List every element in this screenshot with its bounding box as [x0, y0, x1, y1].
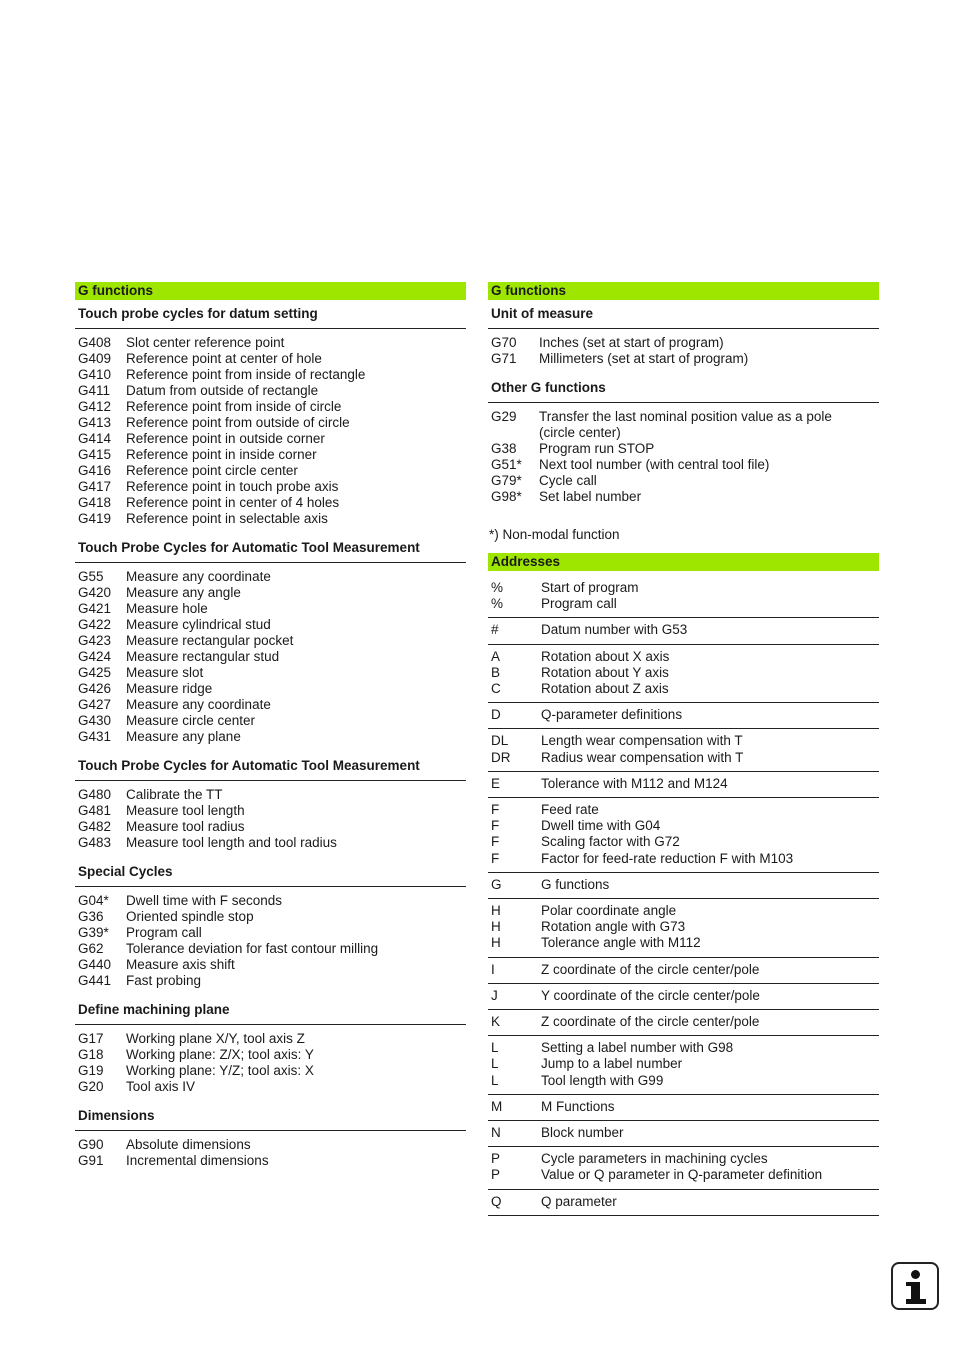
address-group — [488, 984, 879, 1010]
address-group — [488, 1147, 879, 1189]
description-cell: Measure ridge — [126, 681, 213, 696]
code-cell: G20 — [78, 1079, 104, 1094]
table-row — [488, 818, 879, 834]
description-cell: Dwell time with G04 — [541, 818, 661, 834]
address-group — [488, 1095, 879, 1121]
address-group — [488, 958, 879, 984]
table-row — [488, 489, 879, 505]
code-cell: Q — [491, 1193, 502, 1209]
description-cell: Measure axis shift — [126, 957, 235, 972]
table-row — [75, 665, 466, 681]
table-row — [488, 596, 879, 612]
code-cell: G98* — [491, 489, 522, 504]
address-group — [488, 645, 879, 704]
address-group — [488, 703, 879, 729]
code-cell: G409 — [78, 351, 112, 366]
table-row — [488, 834, 879, 850]
code-cell: F — [491, 850, 500, 866]
table-row — [488, 1073, 879, 1089]
description-cell: Rotation about Y axis — [541, 664, 669, 680]
table-row — [488, 1194, 879, 1210]
description-cell: Measure any coordinate — [126, 697, 271, 712]
description-cell: Factor for feed-rate reduction F with M103 — [541, 850, 794, 866]
description-cell: Measure slot — [126, 665, 204, 680]
table-row — [75, 973, 466, 989]
code-cell: G — [491, 876, 502, 892]
description-cell: Program run STOP — [539, 441, 655, 456]
description-cell: Tool axis IV — [126, 1079, 196, 1094]
description-cell: Measure rectangular pocket — [126, 633, 294, 648]
code-cell: J — [491, 987, 498, 1003]
description-cell: Block number — [541, 1125, 624, 1141]
description-cell: Rotation about X axis — [541, 648, 670, 664]
code-cell: G38 — [491, 441, 517, 456]
code-cell: G412 — [78, 399, 112, 414]
code-cell: M — [491, 1098, 503, 1114]
section-rows — [75, 335, 466, 527]
description-cell: Z coordinate of the circle center/pole — [541, 961, 760, 977]
description-cell: Inches (set at start of program) — [539, 335, 724, 350]
code-cell — [491, 425, 539, 441]
code-cell: G480 — [78, 787, 112, 802]
address-group — [488, 873, 879, 899]
code-cell: K — [491, 1014, 501, 1030]
left-g-functions-header: G functions — [75, 282, 466, 300]
section-title: Touch Probe Cycles for Automatic Tool Measurement — [75, 757, 466, 781]
code-cell: % — [491, 580, 504, 595]
description-cell: Measure any coordinate — [126, 569, 271, 584]
description-cell: Rotation about Z axis — [541, 681, 669, 697]
right-g-functions-header: G functions — [488, 282, 879, 300]
table-row — [75, 431, 466, 447]
code-cell: B — [491, 664, 501, 680]
code-cell: # — [491, 622, 499, 638]
code-cell: G440 — [78, 957, 112, 972]
table-row — [488, 877, 879, 893]
description-cell: Working plane X/Y, tool axis Z — [126, 1031, 305, 1046]
table-row — [75, 617, 466, 633]
code-cell: G408 — [78, 335, 112, 350]
table-row — [488, 851, 879, 867]
left-sections — [75, 305, 466, 1169]
table-row — [75, 941, 466, 957]
description-cell: Cycle parameters in machining cycles — [541, 1151, 768, 1167]
description-cell: Polar coordinate angle — [541, 903, 677, 919]
table-row — [488, 903, 879, 919]
table-row — [75, 1153, 466, 1169]
description-cell: Tolerance with M112 and M124 — [541, 775, 728, 791]
table-row — [488, 425, 879, 441]
code-cell: G420 — [78, 585, 112, 600]
code-cell: G18 — [78, 1047, 104, 1062]
table-row — [488, 1099, 879, 1115]
description-cell: Program call — [126, 925, 202, 940]
description-cell: Reference point in touch probe axis — [126, 479, 339, 494]
code-cell: DR — [491, 749, 511, 765]
code-cell: G19 — [78, 1063, 104, 1078]
table-row — [488, 649, 879, 665]
table-row — [488, 1040, 879, 1056]
code-cell: P — [491, 1167, 501, 1183]
table-row — [75, 957, 466, 973]
table-row — [75, 713, 466, 729]
table-row — [75, 601, 466, 617]
code-cell: G39* — [78, 925, 109, 940]
address-group — [488, 772, 879, 798]
table-row — [75, 367, 466, 383]
table-row — [75, 697, 466, 713]
table-row — [488, 681, 879, 697]
description-cell: Radius wear compensation with T — [541, 749, 744, 765]
description-cell: Measure tool length and tool radius — [126, 835, 337, 850]
table-row — [488, 935, 879, 951]
table-row — [488, 919, 879, 935]
code-cell: I — [491, 961, 495, 977]
table-row — [75, 835, 466, 851]
table-row — [75, 447, 466, 463]
section-title: Other G functions — [488, 379, 879, 403]
table-row — [75, 1031, 466, 1047]
code-cell: G423 — [78, 633, 112, 648]
code-cell: G411 — [78, 383, 111, 398]
code-cell: G419 — [78, 511, 112, 526]
description-cell: Scaling factor with G72 — [541, 834, 680, 850]
description-cell: M Functions — [541, 1098, 615, 1114]
code-cell: G483 — [78, 835, 112, 850]
description-cell: Transfer the last nominal position value as a pole — [539, 409, 832, 424]
section-rows — [75, 893, 466, 989]
section-rows — [75, 787, 466, 851]
address-group — [488, 729, 879, 771]
description-cell: Tolerance angle with M112 — [541, 935, 701, 951]
description-cell: Reference point in selectable axis — [126, 511, 328, 526]
code-cell: G71 — [491, 351, 517, 366]
description-cell: Measure circle center — [126, 713, 256, 728]
table-row — [488, 622, 879, 638]
section-title: Special Cycles — [75, 863, 466, 887]
table-row — [488, 802, 879, 818]
table-row — [488, 665, 879, 681]
address-group — [488, 576, 879, 618]
table-row — [75, 1137, 466, 1153]
description-cell: Next tool number (with central tool file) — [539, 457, 770, 472]
description-cell: Set label number — [539, 489, 642, 504]
info-icon — [891, 1262, 939, 1310]
code-cell: G51* — [491, 457, 522, 472]
table-row — [488, 580, 879, 596]
table-row — [488, 962, 879, 978]
description-cell: (circle center) — [539, 425, 621, 440]
code-cell: G415 — [78, 447, 112, 462]
description-cell: Y coordinate of the circle center/pole — [541, 987, 760, 1003]
code-cell: L — [491, 1056, 499, 1072]
code-cell: G482 — [78, 819, 112, 834]
section-title: Define machining plane — [75, 1001, 466, 1025]
description-cell: Oriented spindle stop — [126, 909, 254, 924]
code-cell: P — [491, 1151, 501, 1167]
code-cell: G17 — [78, 1031, 104, 1046]
description-cell: Setting a label number with G98 — [541, 1040, 734, 1056]
description-cell: Q parameter — [541, 1193, 617, 1209]
table-row — [75, 909, 466, 925]
code-cell: D — [491, 707, 501, 723]
code-cell: G430 — [78, 713, 112, 728]
description-cell: Working plane: Z/X; tool axis: Y — [126, 1047, 314, 1062]
table-row — [488, 1151, 879, 1167]
table-row — [75, 1063, 466, 1079]
code-cell: G424 — [78, 649, 112, 664]
description-cell: Q-parameter definitions — [541, 707, 683, 723]
description-cell: Measure any plane — [126, 729, 241, 744]
code-cell: G36 — [78, 909, 104, 924]
table-row — [75, 893, 466, 909]
code-cell: G422 — [78, 617, 112, 632]
code-cell: C — [491, 681, 501, 697]
code-cell: F — [491, 834, 500, 850]
table-row — [488, 1167, 879, 1183]
description-cell: Rotation angle with G73 — [541, 919, 686, 935]
code-cell: G431 — [78, 729, 112, 744]
code-cell: H — [491, 903, 501, 919]
code-cell: G413 — [78, 415, 112, 430]
code-cell: G62 — [78, 941, 104, 956]
addresses-list — [488, 576, 879, 1216]
table-row — [488, 351, 879, 367]
description-cell: G functions — [541, 876, 610, 892]
code-cell: G421 — [78, 601, 112, 616]
table-row — [75, 335, 466, 351]
description-cell: Measure tool radius — [126, 819, 245, 834]
code-cell: F — [491, 802, 500, 818]
code-cell: G90 — [78, 1137, 104, 1152]
code-cell: F — [491, 818, 500, 834]
table-row — [75, 463, 466, 479]
address-group — [488, 1190, 879, 1216]
description-cell: Fast probing — [126, 973, 202, 988]
code-cell: E — [491, 775, 501, 791]
table-row — [75, 787, 466, 803]
right-sections — [488, 305, 879, 505]
description-cell: Datum number with G53 — [541, 622, 688, 638]
description-cell: Length wear compensation with T — [541, 733, 743, 749]
code-cell: A — [491, 648, 501, 664]
section-rows — [488, 409, 879, 505]
addresses-header: Addresses — [488, 553, 879, 571]
code-cell: G427 — [78, 697, 112, 712]
table-row — [488, 473, 879, 489]
table-row — [75, 495, 466, 511]
table-row — [488, 776, 879, 792]
code-cell: G91 — [78, 1153, 104, 1168]
table-row — [75, 925, 466, 941]
table-row — [488, 707, 879, 723]
table-row — [488, 457, 879, 473]
description-cell: Measure rectangular stud — [126, 649, 280, 664]
code-cell: N — [491, 1125, 501, 1141]
description-cell: Reference point from inside of circle — [126, 399, 342, 414]
address-group — [488, 899, 879, 958]
description-cell: Reference point at center of hole — [126, 351, 322, 366]
table-row — [75, 819, 466, 835]
non-modal-note: *) Non-modal function — [489, 527, 620, 542]
code-cell: G04* — [78, 893, 109, 908]
description-cell: Tolerance deviation for fast contour milling — [126, 941, 379, 956]
description-cell: Measure tool length — [126, 803, 245, 818]
code-cell: G417 — [78, 479, 112, 494]
table-row — [488, 441, 879, 457]
table-row — [75, 383, 466, 399]
code-cell: DL — [491, 733, 509, 749]
table-row — [75, 511, 466, 527]
code-cell: G481 — [78, 803, 112, 818]
section-rows — [75, 1137, 466, 1169]
section-title: Touch probe cycles for datum setting — [75, 305, 466, 329]
description-cell: Working plane: Y/Z; tool axis: X — [126, 1063, 314, 1078]
table-row — [75, 729, 466, 745]
description-cell: Start of program — [541, 580, 639, 595]
table-row — [75, 351, 466, 367]
section-title: Touch Probe Cycles for Automatic Tool Measurement — [75, 539, 466, 563]
section-rows — [75, 1031, 466, 1095]
table-row — [75, 569, 466, 585]
code-cell: G416 — [78, 463, 112, 478]
table-row — [488, 1056, 879, 1072]
description-cell: Dwell time with F seconds — [126, 893, 283, 908]
description-cell: Reference point circle center — [126, 463, 298, 478]
description-cell: Measure hole — [126, 601, 208, 616]
description-cell: Z coordinate of the circle center/pole — [541, 1014, 760, 1030]
code-cell: H — [491, 935, 501, 951]
code-cell: G29 — [491, 409, 517, 424]
description-cell: Datum from outside of rectangle — [126, 383, 319, 398]
description-cell: Reference point in center of 4 holes — [126, 495, 340, 510]
address-group — [488, 1121, 879, 1147]
address-group — [488, 618, 879, 644]
description-cell: Program call — [541, 596, 617, 612]
code-cell: G70 — [491, 335, 517, 350]
table-row — [75, 415, 466, 431]
code-cell: G425 — [78, 665, 112, 680]
description-cell: Measure any angle — [126, 585, 241, 600]
description-cell: Calibrate the TT — [126, 787, 223, 802]
description-cell: Reference point in inside corner — [126, 447, 317, 462]
description-cell: Incremental dimensions — [126, 1153, 269, 1168]
code-cell: G441 — [78, 973, 112, 988]
left-column — [75, 282, 466, 1181]
table-row — [488, 988, 879, 1004]
section-rows — [488, 335, 879, 367]
code-cell: G410 — [78, 367, 112, 382]
table-row — [75, 1079, 466, 1095]
description-cell: Millimeters (set at start of program) — [539, 351, 749, 366]
code-cell: G426 — [78, 681, 112, 696]
table-row — [488, 1014, 879, 1030]
description-cell: Reference point from outside of circle — [126, 415, 350, 430]
description-cell: Reference point from inside of rectangle — [126, 367, 366, 382]
table-row — [75, 633, 466, 649]
address-group — [488, 1010, 879, 1036]
table-row — [488, 733, 879, 749]
right-column — [488, 282, 879, 1216]
code-cell: L — [491, 1040, 499, 1056]
table-row — [75, 585, 466, 601]
description-cell: Jump to a label number — [541, 1056, 683, 1072]
description-cell: Measure cylindrical stud — [126, 617, 271, 632]
table-row — [75, 1047, 466, 1063]
code-cell: H — [491, 919, 501, 935]
table-row — [75, 399, 466, 415]
table-row — [75, 649, 466, 665]
table-row — [75, 479, 466, 495]
code-cell: L — [491, 1072, 499, 1088]
description-cell: Reference point in outside corner — [126, 431, 325, 446]
address-group — [488, 798, 879, 873]
description-cell: Tool length with G99 — [541, 1072, 664, 1088]
code-cell: G414 — [78, 431, 112, 446]
section-rows — [75, 569, 466, 745]
table-row — [488, 409, 879, 425]
table-row — [488, 750, 879, 766]
section-title: Unit of measure — [488, 305, 879, 329]
table-row — [75, 803, 466, 819]
address-group — [488, 1036, 879, 1095]
description-cell: Absolute dimensions — [126, 1137, 251, 1152]
code-cell: G55 — [78, 569, 104, 584]
table-row — [488, 335, 879, 351]
table-row — [75, 681, 466, 697]
description-cell: Slot center reference point — [126, 335, 285, 350]
description-cell: Value or Q parameter in Q-parameter definition — [541, 1167, 823, 1183]
description-cell: Cycle call — [539, 473, 597, 488]
code-cell: % — [491, 596, 504, 612]
section-title: Dimensions — [75, 1107, 466, 1131]
code-cell: G418 — [78, 495, 112, 510]
table-row — [488, 1125, 879, 1141]
description-cell: Feed rate — [541, 802, 599, 818]
code-cell: G79* — [491, 473, 522, 488]
